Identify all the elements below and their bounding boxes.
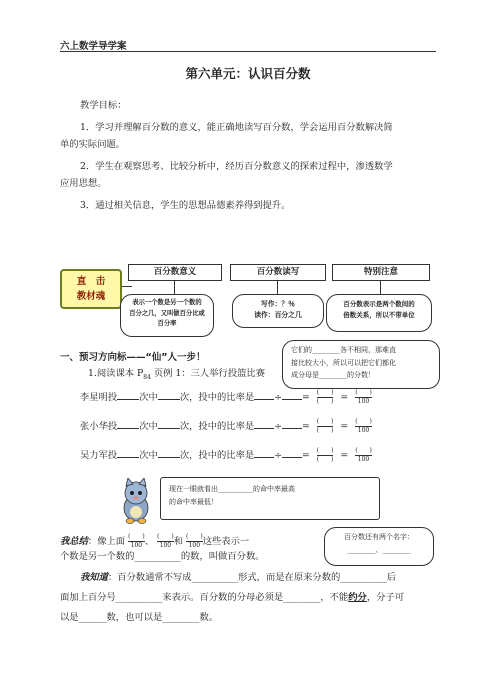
row-li-name: 李星明投	[80, 392, 118, 403]
summary-line2: 个数是另一个数的__________的数，叫做百分数。	[60, 551, 265, 562]
eq-sign: =	[302, 450, 310, 461]
box-rw-head: 百分数读写	[230, 264, 326, 281]
blank[interactable]	[158, 389, 180, 400]
names-cloud: 百分数还有两个名字： ________、________	[324, 527, 434, 566]
fraction-100: $\frac{( )}{100}$	[355, 418, 372, 434]
goal-1: 1．学习并理解百分数的意义，能正确地读写百分数，学会运用百分数解决简	[80, 122, 393, 133]
note-cloud: 百分数表示是两个数间的 倍数关系，所以不带单位	[326, 294, 432, 332]
row-wu-end: 次，投中的比率是	[179, 450, 255, 461]
row-zhang-mid: 次中	[139, 421, 158, 432]
rw-cloud	[232, 294, 324, 328]
div-sign: ÷	[274, 421, 282, 432]
row-wu-name: 吴力军投	[80, 450, 118, 461]
blank[interactable]	[282, 418, 302, 429]
goal-3: 3．通过相关信息，学生的思想品德素养得到提升。	[80, 200, 291, 211]
div-sign: ÷	[274, 392, 282, 403]
row-zhang-name: 张小华投	[80, 421, 118, 432]
blank[interactable]	[254, 418, 274, 429]
arrow-3	[380, 280, 381, 294]
task-sub: 84	[143, 373, 151, 381]
s1d: 这些表示一	[202, 536, 250, 547]
eq-sign: =	[340, 421, 349, 432]
goals-heading: 教学目标：	[80, 100, 127, 111]
blank[interactable]	[282, 389, 302, 400]
s1c: 和	[173, 536, 184, 547]
fraction-100: $\frac{( )}{100}$	[157, 533, 174, 549]
know-emphasis: 约分	[348, 592, 367, 603]
row-zhang-end: 次，投中的比率是	[179, 421, 255, 432]
s1b: 、	[144, 536, 155, 547]
connector	[122, 286, 132, 287]
task-pre: 1.阅读课本 P	[88, 368, 144, 379]
eq-sign: =	[302, 392, 310, 403]
arrow-1	[174, 280, 175, 294]
textbook-tag	[60, 269, 122, 309]
header-divider	[60, 51, 436, 52]
know-text2: 面加上百分号__________来表示。百分数的分母必须是________，不能	[60, 592, 349, 603]
blank[interactable]	[158, 418, 180, 429]
blank[interactable]	[282, 447, 302, 458]
row-li	[80, 389, 372, 406]
know-line3: 以是______数，也可以是________数。	[60, 612, 219, 623]
textbook-tag-label: 直 击 教材魂	[76, 276, 106, 302]
eq-sign: =	[302, 421, 310, 432]
preview-task	[88, 367, 265, 385]
tip-cloud: 它们的________各不相同，那难直 接比较大小，所以可以把它们都化 成分母是________的分数！	[282, 340, 440, 389]
eq-sign: =	[340, 450, 349, 461]
blank[interactable]	[117, 418, 139, 429]
fraction-100: $\frac{( )}{100}$	[355, 447, 372, 463]
fraction-100: $\frac{( )}{100}$	[186, 533, 203, 549]
preview-heading: 一、预习方向标——“仙”人一步！	[60, 352, 206, 363]
blank[interactable]	[117, 389, 139, 400]
goal-2: 2．学生在观察思考、比较分析中，经历百分数意义的探索过程中，渗透数学	[80, 161, 393, 172]
div-sign: ÷	[274, 450, 282, 461]
goal-1-cont: 单的实际问题。	[60, 139, 126, 150]
eq-sign: =	[340, 392, 349, 403]
box-meaning-head: 百分数意义	[128, 264, 222, 281]
fraction: $\frac{( )}{( )}$	[316, 447, 334, 463]
row-li-end: 次，投中的比率是	[179, 392, 255, 403]
know-text2c: ，分子可	[366, 592, 405, 603]
s1a: ：像上面	[87, 536, 126, 547]
know-text1: ：百分数通常不写成__________形式，而是在原来分数的__________后	[107, 572, 397, 583]
fraction: $\frac{( )}{( )}$	[316, 418, 334, 434]
page-title: 第六单元：认识百分数	[185, 66, 311, 81]
fraction-100: $\frac{( )}{100}$	[128, 533, 145, 549]
header-title: 六上数学导学案	[60, 41, 127, 52]
speech-bubble: 现在一眼就看出__________的命中率最高 的命中率最低！	[160, 477, 380, 520]
row-wu-mid: 次中	[139, 450, 158, 461]
know-line2	[60, 591, 404, 605]
blank[interactable]	[254, 447, 274, 458]
row-li-mid: 次中	[139, 392, 158, 403]
box-note-head: 特别注意	[332, 264, 430, 281]
rw-read: 读作：百分之几	[254, 311, 302, 319]
arrow-2	[277, 280, 278, 294]
rw-write: 写作：？％	[261, 300, 295, 308]
know-line1	[80, 571, 396, 585]
summary-line1	[60, 533, 249, 550]
summary-label: 我总结	[60, 536, 88, 547]
goal-2-cont: 应用思想。	[60, 178, 107, 189]
meaning-cloud: 表示一个数是另一个数的 百分之几，又叫做百分比或 百分率	[120, 294, 214, 337]
row-zhang	[80, 418, 372, 435]
row-wu	[80, 447, 372, 464]
know-label: 我知道	[80, 572, 108, 583]
cat-mascot-icon	[114, 478, 158, 524]
blank[interactable]	[254, 389, 274, 400]
blank[interactable]	[158, 447, 180, 458]
task-post: 页例 1：三人举行投篮比赛	[150, 368, 266, 379]
fraction-100: $\frac{( )}{100}$	[355, 389, 372, 405]
fraction: $\frac{( )}{( )}$	[316, 389, 334, 405]
blank[interactable]	[117, 447, 139, 458]
